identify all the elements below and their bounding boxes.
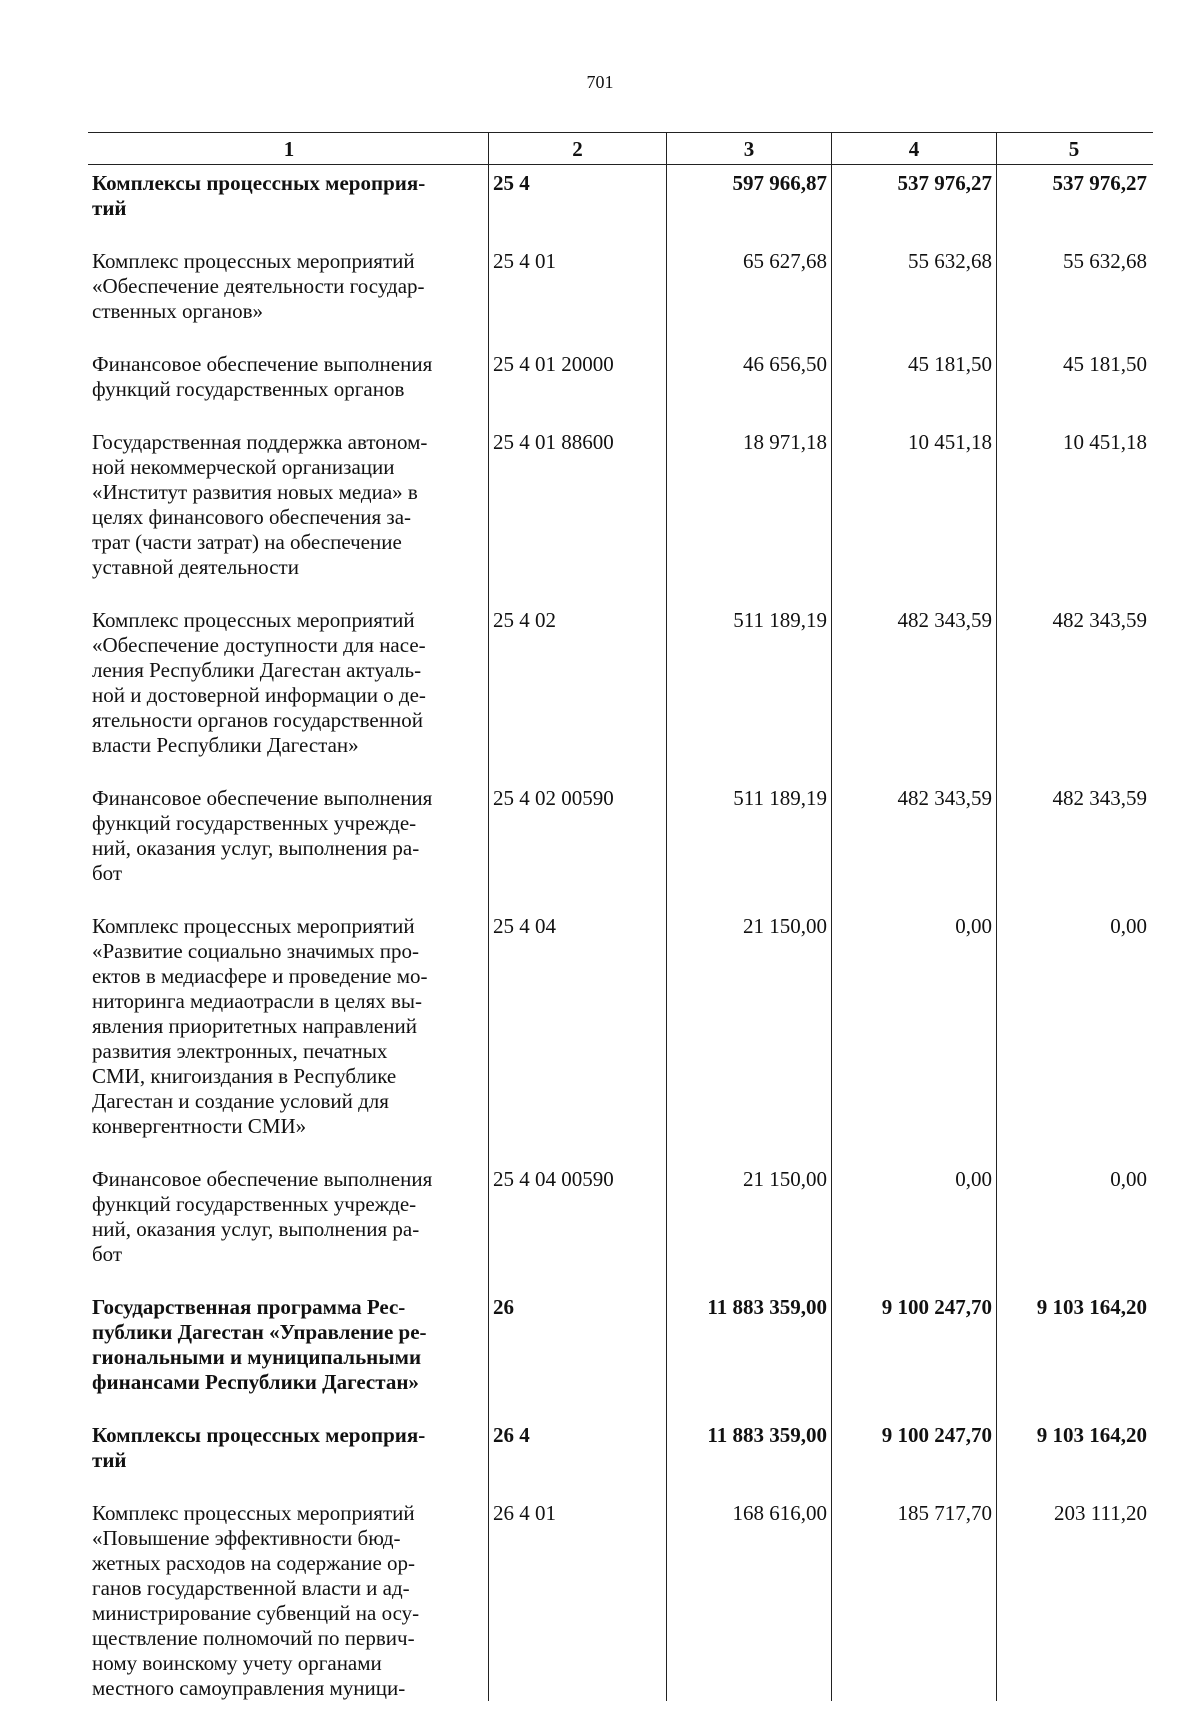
row-name (88, 1417, 488, 1495)
row-name-line: Комплекс процессных мероприятий (92, 1501, 415, 1525)
row-value-3: 46 656,50 (666, 346, 831, 424)
row-value-3: 18 971,18 (666, 424, 831, 602)
row-value-5: 9 103 164,20 (996, 1289, 1153, 1417)
row-value-4: 0,00 (831, 1161, 996, 1289)
row-code: 25 4 01 (488, 243, 666, 346)
row-name-line: Комплекс процессных мероприятий (92, 249, 415, 273)
row-value-3: 511 189,19 (666, 602, 831, 780)
table-row (88, 908, 1153, 1161)
row-name-line: трат (части затрат) на обеспечение (92, 530, 402, 554)
row-code: 25 4 01 88600 (488, 424, 666, 602)
row-name-line: Комплексы процессных мероприя- (92, 171, 426, 195)
row-name-line: «Обеспечение доступности для насе- (92, 633, 426, 657)
row-name-line: ления Республики Дагестан актуаль- (92, 658, 422, 682)
row-value-4: 482 343,59 (831, 602, 996, 780)
row-value-5: 482 343,59 (996, 602, 1153, 780)
row-value-3: 11 883 359,00 (666, 1289, 831, 1417)
table-row (88, 346, 1153, 424)
row-value-3: 597 966,87 (666, 165, 831, 243)
row-value-3: 21 150,00 (666, 908, 831, 1161)
row-name-line: гиональными и муниципальными (92, 1345, 422, 1369)
row-name-line: Финансовое обеспечение выполнения (92, 786, 433, 810)
row-value-4: 0,00 (831, 908, 996, 1161)
row-name-line: уставной деятельности (92, 555, 299, 579)
row-name-line: местного самоуправления муници- (92, 1676, 406, 1700)
row-name (88, 165, 488, 243)
row-name-line: тий (92, 1448, 127, 1472)
table-row (88, 243, 1153, 346)
row-name-line: Комплекс процессных мероприятий (92, 608, 415, 632)
row-code: 25 4 04 00590 (488, 1161, 666, 1289)
row-code: 25 4 (488, 165, 666, 243)
row-value-5: 55 632,68 (996, 243, 1153, 346)
row-code: 25 4 04 (488, 908, 666, 1161)
row-value-5: 482 343,59 (996, 780, 1153, 908)
row-name-line: ектов в медиасфере и проведение мо- (92, 964, 428, 988)
row-code: 25 4 02 (488, 602, 666, 780)
row-name-line: ществление полномочий по первич- (92, 1626, 415, 1650)
row-name-line: функций государственных учрежде- (92, 1192, 417, 1216)
row-name-line: министрирование субвенций на осу- (92, 1601, 420, 1625)
row-value-4: 537 976,27 (831, 165, 996, 243)
page-number: 701 (586, 72, 614, 92)
row-name-line: Комплекс процессных мероприятий (92, 914, 415, 938)
row-value-5: 45 181,50 (996, 346, 1153, 424)
row-name-line: Финансовое обеспечение выполнения (92, 352, 433, 376)
row-name (88, 602, 488, 780)
row-name-line: ному воинскому учету органами (92, 1651, 382, 1675)
row-code: 26 4 (488, 1417, 666, 1495)
table-row (88, 1495, 1153, 1701)
budget-table (88, 132, 1153, 1701)
row-value-4: 482 343,59 (831, 780, 996, 908)
row-name (88, 346, 488, 424)
row-name-line: ний, оказания услуг, выполнения ра- (92, 836, 420, 860)
row-value-5: 10 451,18 (996, 424, 1153, 602)
row-name-line: жетных расходов на содержание ор- (92, 1551, 416, 1575)
row-name-line: «Институт развития новых медиа» в (92, 480, 418, 504)
row-value-5: 9 103 164,20 (996, 1417, 1153, 1495)
row-value-3: 21 150,00 (666, 1161, 831, 1289)
row-name-line: функций государственных органов (92, 377, 405, 401)
row-name-line: ятельности органов государственной (92, 708, 423, 732)
row-name-line: бот (92, 1242, 123, 1266)
row-name-line: Государственная программа Рес- (92, 1295, 406, 1319)
row-value-4: 9 100 247,70 (831, 1417, 996, 1495)
row-name-line: Государственная поддержка автоном- (92, 430, 428, 454)
table-header (88, 133, 1153, 165)
row-value-5: 537 976,27 (996, 165, 1153, 243)
table-row (88, 602, 1153, 780)
row-value-4: 55 632,68 (831, 243, 996, 346)
row-code: 26 4 01 (488, 1495, 666, 1701)
table-row (88, 1289, 1153, 1417)
row-name-line: СМИ, книгоиздания в Республике (92, 1064, 397, 1088)
row-name-line: ганов государственной власти и ад- (92, 1576, 410, 1600)
row-name-line: Финансовое обеспечение выполнения (92, 1167, 433, 1191)
table-row (88, 1417, 1153, 1495)
row-name-line: развития электронных, печатных (92, 1039, 388, 1063)
row-name-line: Дагестан и создание условий для (92, 1089, 389, 1113)
row-name (88, 1161, 488, 1289)
row-value-5: 203 111,20 (996, 1495, 1153, 1701)
column-header: 2 (488, 133, 666, 165)
row-name-line: функций государственных учрежде- (92, 811, 417, 835)
row-name-line: Комплексы процессных мероприя- (92, 1423, 426, 1447)
row-name-line: ственных органов» (92, 299, 264, 323)
row-value-3: 65 627,68 (666, 243, 831, 346)
column-header: 3 (666, 133, 831, 165)
row-name-line: явления приоритетных направлений (92, 1014, 417, 1038)
row-name-line: ний, оказания услуг, выполнения ра- (92, 1217, 420, 1241)
row-code: 25 4 01 20000 (488, 346, 666, 424)
row-name (88, 780, 488, 908)
column-header: 4 (831, 133, 996, 165)
row-name-line: ниторинга медиаотрасли в целях вы- (92, 989, 423, 1013)
row-name-line: финансами Республики Дагестан» (92, 1370, 419, 1394)
row-name-line: тий (92, 196, 127, 220)
row-name-line: «Обеспечение деятельности государ- (92, 274, 425, 298)
table-row (88, 1161, 1153, 1289)
row-value-4: 10 451,18 (831, 424, 996, 602)
table-row (88, 780, 1153, 908)
row-name-line: целях финансового обеспечения за- (92, 505, 412, 529)
table-row (88, 424, 1153, 602)
table-body (88, 165, 1153, 1701)
row-name-line: ной и достоверной информации о де- (92, 683, 426, 707)
column-header: 1 (88, 133, 488, 165)
row-value-4: 185 717,70 (831, 1495, 996, 1701)
row-name (88, 424, 488, 602)
row-name-line: публики Дагестан «Управление ре- (92, 1320, 427, 1344)
row-value-5: 0,00 (996, 1161, 1153, 1289)
row-value-3: 11 883 359,00 (666, 1417, 831, 1495)
row-code: 25 4 02 00590 (488, 780, 666, 908)
row-code: 26 (488, 1289, 666, 1417)
row-value-4: 9 100 247,70 (831, 1289, 996, 1417)
table-row (88, 165, 1153, 243)
row-name-line: ной некоммерческой организации (92, 455, 395, 479)
row-name-line: власти Республики Дагестан» (92, 733, 359, 757)
row-value-3: 511 189,19 (666, 780, 831, 908)
row-name-line: «Развитие социально значимых про- (92, 939, 419, 963)
row-name-line: «Повышение эффективности бюд- (92, 1526, 401, 1550)
row-name (88, 243, 488, 346)
row-name (88, 1289, 488, 1417)
row-value-4: 45 181,50 (831, 346, 996, 424)
row-name (88, 1495, 488, 1701)
row-value-5: 0,00 (996, 908, 1153, 1161)
row-name-line: конвергентности СМИ» (92, 1114, 307, 1138)
row-name-line: бот (92, 861, 123, 885)
column-header: 5 (996, 133, 1153, 165)
row-name (88, 908, 488, 1161)
row-value-3: 168 616,00 (666, 1495, 831, 1701)
